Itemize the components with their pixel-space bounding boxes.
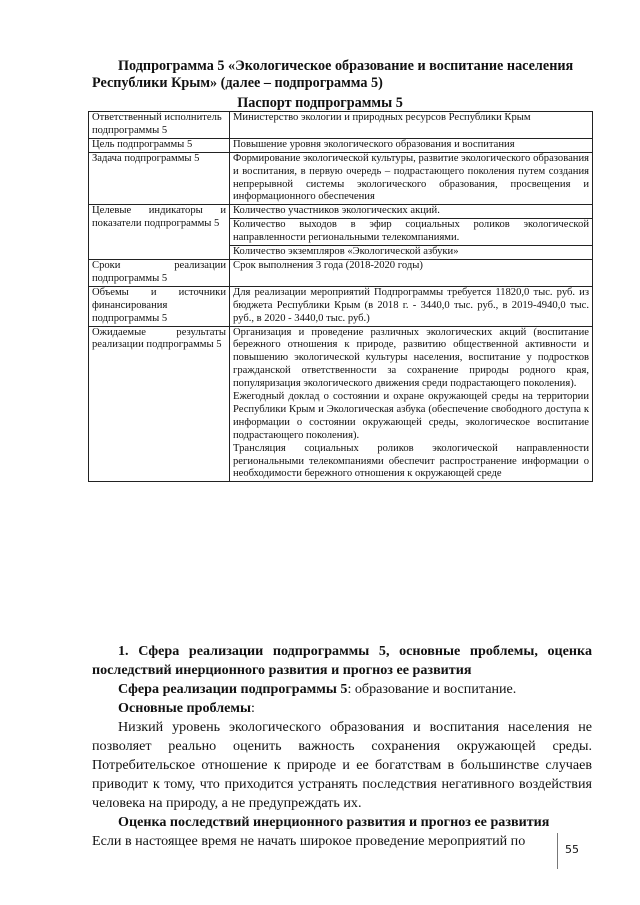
table-row [89, 286, 593, 326]
problems-label: Основные проблемы [118, 700, 252, 716]
title-line-2: Республики Крым» (далее – подпрограмма 5) [92, 75, 383, 91]
indicator-3: Количество экземпляров «Экологической азбуки» [230, 245, 592, 259]
table-row [89, 205, 593, 260]
subprogram-title [92, 58, 592, 92]
row-value: Для реализации мероприятий Подпрограммы требуется 11820,0 тыс. руб. из бюджета Республики Крым (в 2018 г. - 3440,0 тыс. руб., в 2019-4940,0 тыс. руб., в 2020 - 3440,0 тыс. руб.) [230, 286, 593, 326]
row-label: Задача подпрограммы 5 [89, 152, 230, 205]
row-value: Повышение уровня экологического образования и воспитания [230, 138, 593, 152]
row-label: Целевые индикаторы и показатели подпрограммы 5 [89, 205, 230, 260]
row-label: Объемы и источники финансирования подпрограммы 5 [89, 286, 230, 326]
row-label: Сроки реализации подпрограммы 5 [89, 259, 230, 286]
page-number: 55 [565, 843, 579, 856]
row-value: Министерство экологии и природных ресурсов Республики Крым [230, 112, 593, 139]
problems-text: Низкий уровень экологического образования и воспитания населения не позволяет реально оценить важность сохранения окружающей среды. Потребительское отношение к природе и ее богатствам в большинстве случаев приводит к тому, что приходится устранять последствия негативного воздействия человека на природу, а не предупреждать их. [92, 719, 592, 811]
forecast-text: Если в настоящее время не начать широкое проведение мероприятий по [92, 833, 526, 849]
table-row [89, 138, 593, 152]
problems-colon: : [251, 700, 255, 716]
row-value [230, 205, 593, 260]
forecast-heading: Оценка последствий инерционного развития и прогноз ее развития [118, 814, 550, 830]
table-row [89, 259, 593, 286]
row-label: Ответственный исполнитель подпрограммы 5 [89, 112, 230, 139]
result-3: Трансляция социальных роликов экологической направленности региональными телекомпаниями обеспечит распространение информации о необходимости бережного отношения к окружающей среде [233, 442, 589, 480]
table-row [89, 112, 593, 139]
result-2: Ежегодный доклад о состоянии и охране окружающей среды на территории Республики Крым и Экологическая азбука (обеспечение свободного доступа к информации о состоянии окружающей среды, экологическое воспитание подрастающего поколения). [233, 391, 589, 441]
section-body [92, 642, 592, 851]
indicator-1: Количество участников экологических акций. [233, 205, 440, 217]
section-heading: 1. Сфера реализации подпрограммы 5, основные проблемы, оценка последствий инерционного развития и прогноз ее развития [92, 643, 592, 678]
sphere-paragraph [92, 680, 592, 699]
result-1: Организация и проведение различных экологических акций (воспитание бережного отношения к природе, развитию общественной активности и повышению экологической культуры населения, воспитание у подростков гражданской ответственности за сохранение природы родного края, популяризация экологического движения среди подрастающего поколения). [233, 326, 589, 390]
row-label: Цель подпрограммы 5 [89, 138, 230, 152]
indicator-2: Количество выходов в эфир социальных роликов экологической направленности региональными телекомпаниями. [230, 218, 592, 245]
row-value: Срок выполнения 3 года (2018-2020 годы) [230, 259, 593, 286]
sphere-value: : образование и воспитание. [347, 681, 517, 697]
passport-table [88, 111, 593, 482]
row-value: Формирование экологической культуры, развитие экологического образования и воспитания, в первую очередь – подрастающего поколения путем создания непрерывной системы экологического образования, просвещения и информационного обеспечения [230, 152, 593, 205]
passport-title: Паспорт подпрограммы 5 [237, 95, 403, 111]
margin-line [557, 833, 558, 869]
problems-heading-paragraph [92, 699, 592, 718]
table-row [89, 326, 593, 482]
row-label: Ожидаемые результаты реализации подпрограммы 5 [89, 326, 230, 482]
title-line-1: Подпрограмма 5 «Экологическое образование и воспитание населения [118, 58, 574, 74]
row-value [230, 326, 593, 482]
sphere-label: Сфера реализации подпрограммы 5 [118, 681, 348, 697]
table-row [89, 152, 593, 205]
